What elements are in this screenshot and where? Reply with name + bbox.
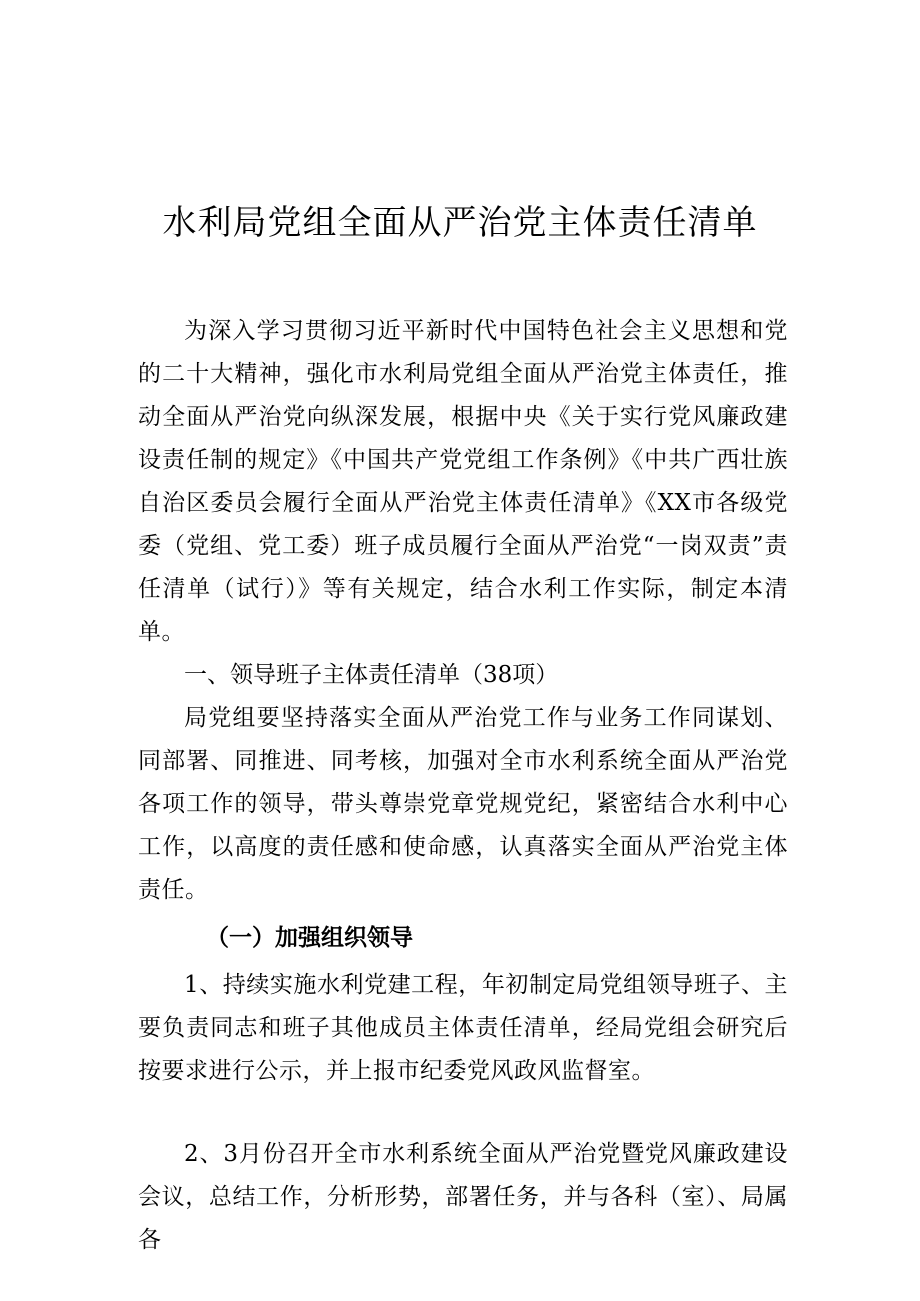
section-body-paragraph: 局党组要坚持落实全面从严治党工作与业务工作同谋划、同部署、同推进、同考核，加强对全市水利系统全面从严治党各项工作的领导，带头尊崇党章党规党纪，紧密结合水利中心工作，以高度的责任感和使命感，认真落实全面从严治党主体责任。 (138, 705, 788, 903)
list-item-1: 1、持续实施水利党建工程，年初制定局党组领导班子、主要负责同志和班子其他成员主体责任清单，经局党组会研究后按要求进行公示，并上报市纪委党风政风监督室。 (138, 972, 788, 1084)
document-title: 水利局党组全面从严治党主体责任清单 (162, 203, 758, 243)
paragraph-spacer (138, 1093, 788, 1133)
document-body (138, 310, 788, 1262)
list-item-2: 2、3月份召开全市水利系统全面从严治党暨党风廉政建设会议，总结工作，分析形势，部署任务，并与各科（室）、局属各 (138, 1141, 788, 1253)
intro-paragraph: 为深入学习贯彻习近平新时代中国特色社会主义思想和党的二十大精神，强化市水利局党组全面从严治党主体责任，推动全面从严治党向纵深发展，根据中央《关于实行党风廉政建设责任制的规定》《中国共产党党组工作条例》《中共广西壮族自治区委员会履行全面从严治党主体责任清单》《XX市各级党委（党组、党工委）班子成员履行全面从严治党“一岗双责”责任清单（试行）》等有关规定，结合水利工作实际，制定本清单。 (138, 318, 788, 645)
subsection-heading-organization: （一）加强组织领导 (206, 925, 413, 951)
section-heading-leadership: 一、领导班子主体责任清单（38项） (184, 662, 559, 688)
